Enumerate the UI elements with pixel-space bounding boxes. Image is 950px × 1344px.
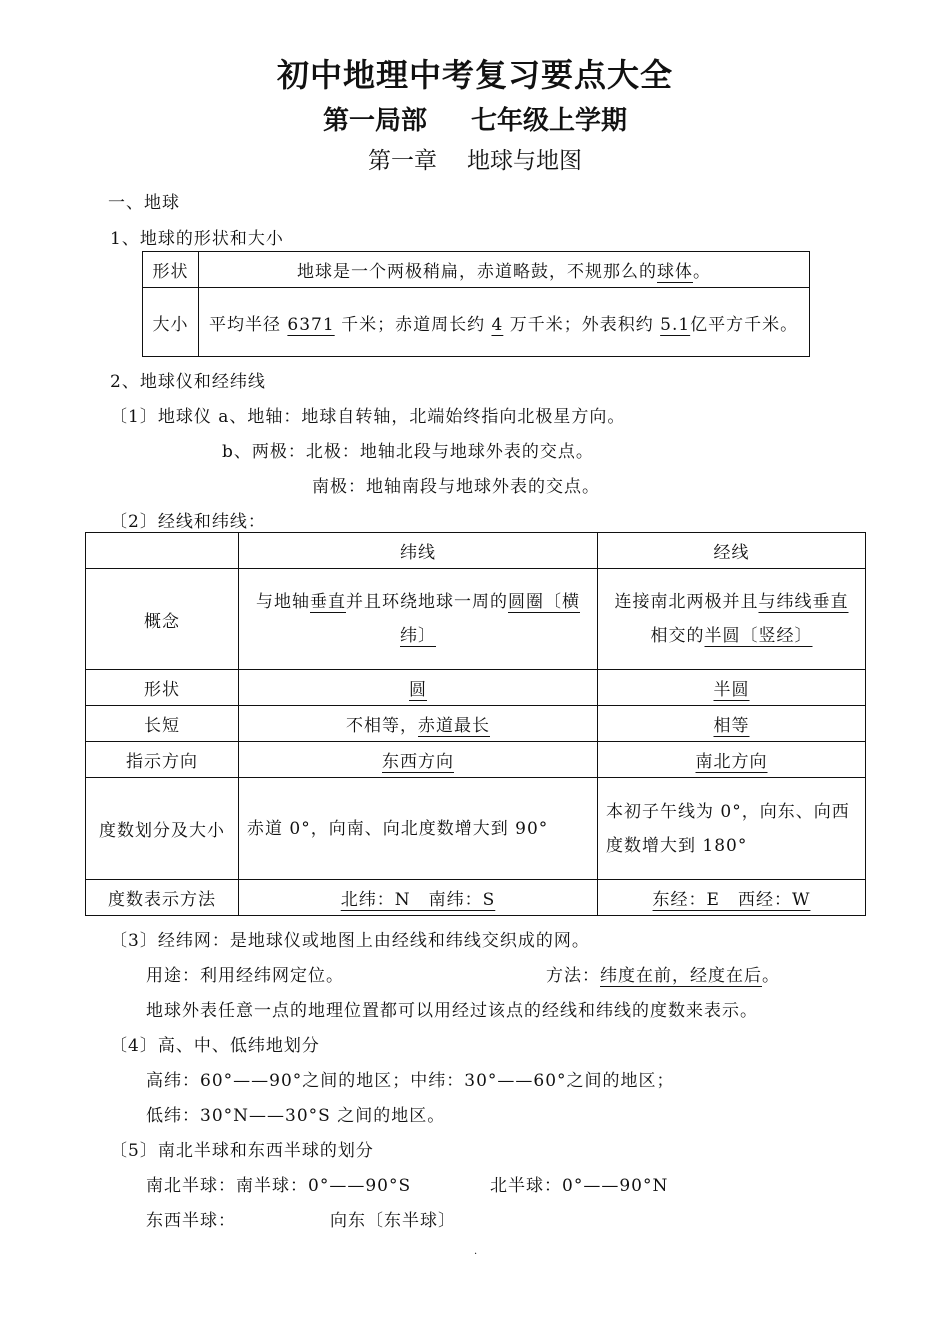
table-value-cell: 本初子午线为 0°，向东、向西度数增大到 180°	[598, 778, 866, 880]
table-label-cell: 度数表示方法	[86, 880, 239, 916]
size-text: 亿平方千米。	[690, 314, 799, 335]
dir-lon: 南北方向	[695, 752, 768, 772]
subsection-heading: 〔2〕经线和纬线：	[110, 512, 266, 532]
shape-key: 球体	[657, 262, 693, 282]
table-value-cell	[598, 670, 866, 706]
zone-line: 低纬：30°N——30°S 之间的地区。	[146, 1106, 446, 1126]
notation-lon: 东经：E 西经：W	[652, 890, 811, 910]
table-value-cell	[199, 252, 810, 288]
size-circumference: 4	[491, 314, 504, 335]
shape-lat: 圆	[409, 680, 427, 700]
page-dot: .	[474, 1246, 478, 1257]
grid-method	[546, 961, 780, 986]
table-value-cell	[239, 880, 598, 916]
chapter-heading	[0, 142, 950, 175]
table-value-cell	[598, 880, 866, 916]
table-header-cell	[86, 533, 239, 569]
grid-method-label: 方法：	[546, 966, 600, 986]
grid-method-end: 。	[762, 966, 780, 986]
part-heading	[0, 100, 950, 137]
grid-use: 用途：利用经纬网定位。	[146, 966, 344, 986]
shape-size-table	[142, 251, 810, 357]
table-value-cell	[199, 288, 810, 357]
size-text: 万千米；外表积约	[509, 314, 654, 335]
table-value-cell	[239, 670, 598, 706]
grid-method-key: 纬度在前，经度在后	[600, 966, 762, 986]
lat-lon-table	[85, 532, 866, 916]
table-value-cell	[598, 742, 866, 778]
size-text: 平均半径	[209, 314, 281, 335]
grid-line: 〔3〕经纬网：是地球仪或地图上由经线和纬线交织成的网。	[110, 931, 590, 951]
page-title: 初中地理中考复习要点大全	[276, 56, 673, 94]
chapter-label: 第一章	[368, 148, 437, 174]
table-header-cell: 纬线	[239, 533, 598, 569]
concept-text: 与地轴	[256, 592, 310, 612]
table-label-cell: 长短	[86, 706, 239, 742]
notation-lat: 北纬：N 南纬：S	[340, 890, 496, 910]
globe-line: 南极：地轴南段与地球外表的交点。	[312, 477, 600, 497]
concept-key: 垂直	[310, 592, 346, 612]
table-value-cell	[239, 569, 598, 670]
subsection-heading: 2、地球仪和经纬线	[110, 372, 266, 392]
globe-line: b、两极：北极：地轴北段与地球外表的交点。	[222, 442, 594, 462]
concept-key: 圆圈〔横纬〕	[400, 592, 580, 646]
shape-end: 。	[693, 262, 711, 282]
table-value-cell	[598, 569, 866, 670]
concept-key: 与纬线垂直	[758, 592, 849, 612]
length-key: 赤道最长	[418, 716, 490, 736]
table-value-cell	[239, 742, 598, 778]
part-name: 七年级上学期	[471, 106, 628, 136]
concept-key: 半圆〔竖经〕	[704, 626, 813, 646]
table-value-cell	[598, 706, 866, 742]
table-label-cell: 概念	[86, 569, 239, 670]
table-label-cell: 大小	[143, 288, 199, 357]
table-label-cell: 指示方向	[86, 742, 239, 778]
table-label-cell: 度数划分及大小	[86, 778, 239, 880]
part-label: 第一局部	[322, 106, 427, 136]
length-lon: 相等	[713, 716, 750, 736]
concept-text: 相交的	[650, 626, 705, 646]
concept-text: 并且环绕地球一周的	[346, 592, 508, 612]
section-heading: 一、地球	[108, 193, 180, 213]
globe-line: 〔1〕地球仪 a、地轴：地球自转轴，北端始终指向北极星方向。	[110, 407, 626, 427]
size-area: 5.1	[660, 314, 691, 335]
hemisphere-line: 北半球：0°——90°N	[490, 1176, 669, 1196]
size-text: 千米；赤道周长约	[341, 314, 486, 335]
concept-text: 连接南北两极并且	[614, 592, 759, 612]
shape-text: 地球是一个两极稍扁，赤道略鼓，不规那么的	[297, 262, 657, 282]
table-label-cell: 形状	[143, 252, 199, 288]
hemisphere-line: 东西半球：	[146, 1211, 236, 1231]
subsection-heading: 〔4〕高、中、低纬地划分	[110, 1036, 320, 1056]
zone-line: 高纬：60°——90°之间的地区；中纬：30°——60°之间的地区；	[146, 1071, 675, 1091]
table-label-cell: 形状	[86, 670, 239, 706]
subsection-heading: 〔5〕南北半球和东西半球的划分	[110, 1141, 374, 1161]
hemisphere-line: 南北半球：南半球：0°——90°S	[146, 1176, 412, 1196]
chapter-name: 地球与地图	[467, 148, 582, 174]
dir-lat: 东西方向	[382, 752, 454, 772]
length-text: 不相等，	[346, 716, 418, 736]
size-radius: 6371	[287, 314, 335, 335]
table-value-cell	[239, 706, 598, 742]
grid-line: 地球外表任意一点的地理位置都可以用经过该点的经线和纬线的度数来表示。	[146, 1001, 758, 1021]
subsection-heading: 1、地球的形状和大小	[110, 229, 284, 249]
hemisphere-line: 向东〔东半球〕	[330, 1211, 456, 1231]
table-header-cell: 经线	[598, 533, 866, 569]
shape-lon: 半圆	[713, 680, 750, 700]
table-value-cell: 赤道 0°，向南、向北度数增大到 90°	[239, 778, 598, 880]
